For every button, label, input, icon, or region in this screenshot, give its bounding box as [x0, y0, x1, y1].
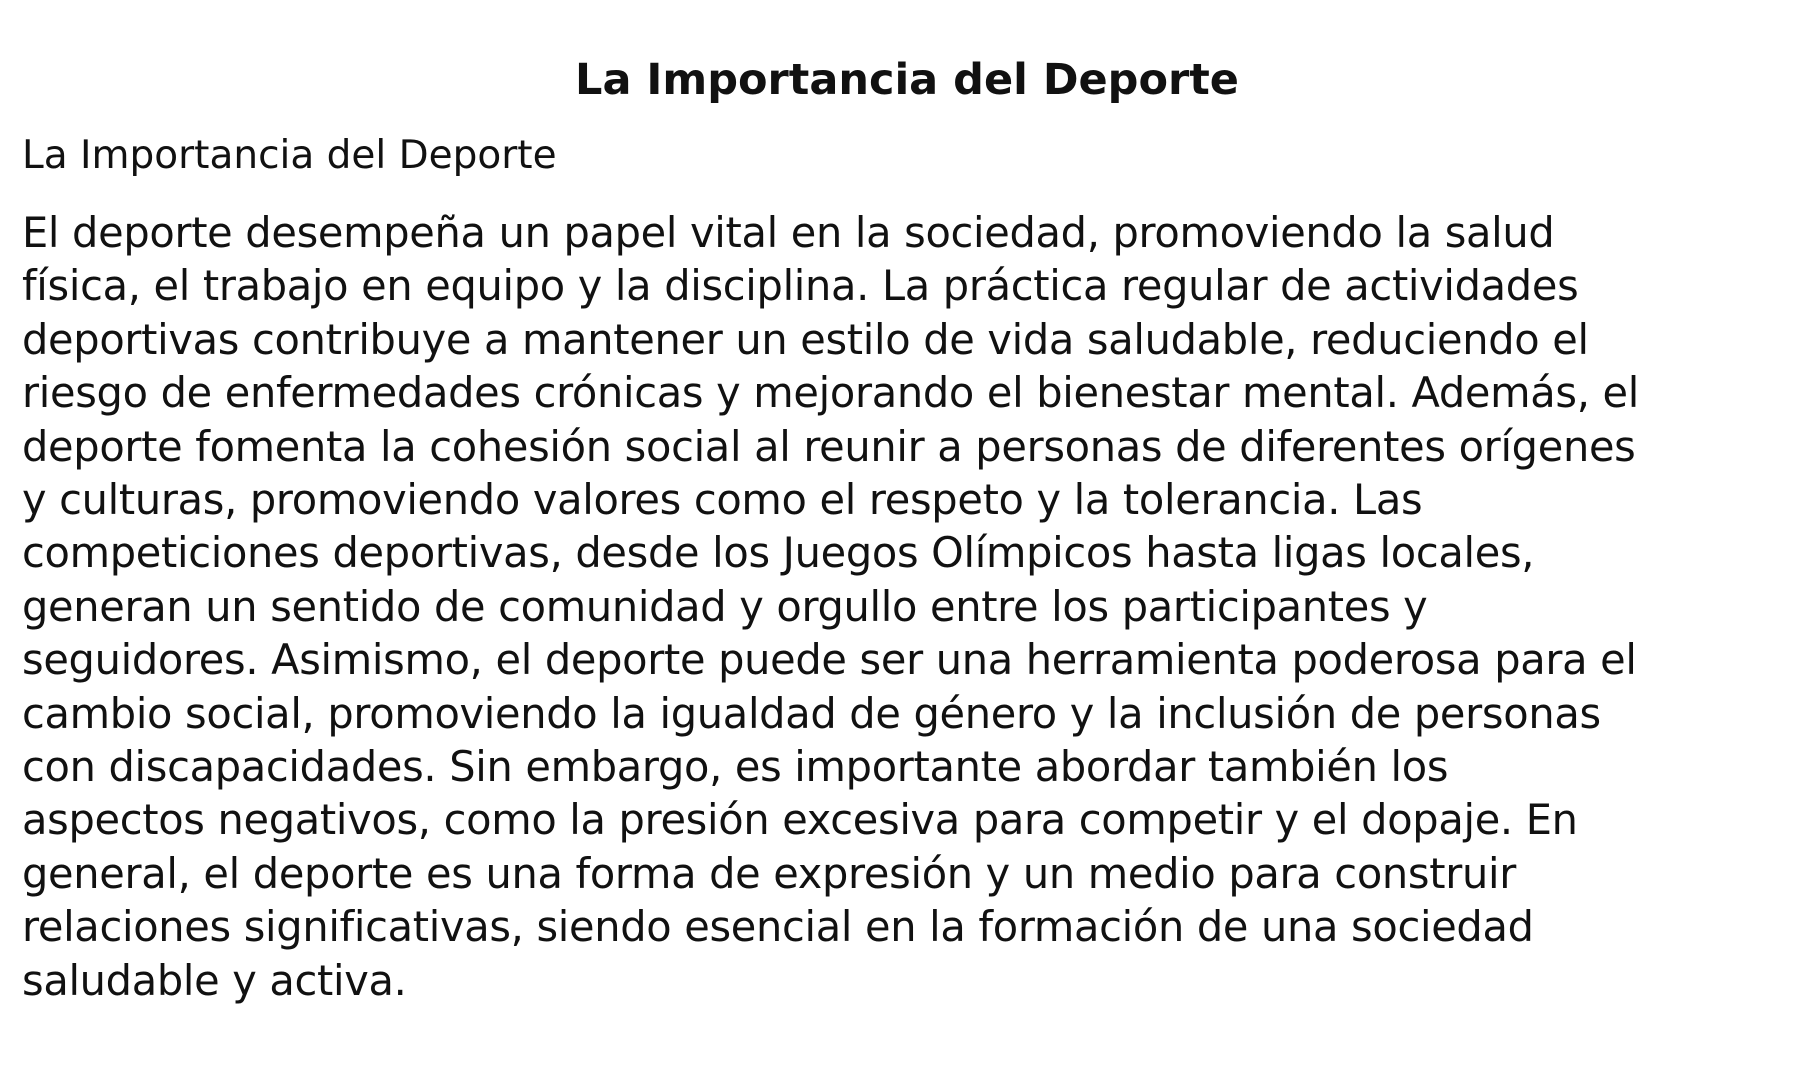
- body-paragraph: [22, 206, 1812, 1007]
- paragraph-line: deporte fomenta la cohesión social al reunir a personas de diferentes orígenes: [22, 421, 1636, 471]
- paragraph-line: relaciones significativas, siendo esencial en la formación de una sociedad: [22, 902, 1534, 952]
- paragraph-line: con discapacidades. Sin embargo, es importante abordar también los: [22, 742, 1449, 792]
- paragraph-line: El deporte desempeña un papel vital en la sociedad, promoviendo la salud: [22, 208, 1555, 257]
- document-subtitle: La Importancia del Deporte: [22, 133, 557, 178]
- paragraph-line: aspectos negativos, como la presión excesiva para competir y el dopaje. En: [22, 795, 1578, 845]
- paragraph-line: generan un sentido de comunidad y orgullo entre los participantes y: [22, 581, 1428, 631]
- paragraph-line: y culturas, promoviendo valores como el respeto y la tolerancia. Las: [22, 475, 1423, 525]
- paragraph-line: cambio social, promoviendo la igualdad de género y la inclusión de personas: [22, 688, 1601, 738]
- document-title: La Importancia del Deporte: [575, 55, 1239, 105]
- paragraph-line: física, el trabajo en equipo y la disciplina. La práctica regular de actividades: [22, 261, 1579, 311]
- paragraph-line: seguidores. Asimismo, el deporte puede ser una herramienta poderosa para el: [22, 635, 1637, 685]
- paragraph-line: competiciones deportivas, desde los Juegos Olímpicos hasta ligas locales,: [22, 528, 1535, 578]
- paragraph-line: deportivas contribuye a mantener un estilo de vida saludable, reduciendo el: [22, 314, 1589, 364]
- paragraph-line: riesgo de enfermedades crónicas y mejorando el bienestar mental. Además, el: [22, 368, 1639, 418]
- paragraph-line: saludable y activa.: [22, 955, 407, 1005]
- paragraph-line: general, el deporte es una forma de expresión y un medio para construir: [22, 848, 1516, 898]
